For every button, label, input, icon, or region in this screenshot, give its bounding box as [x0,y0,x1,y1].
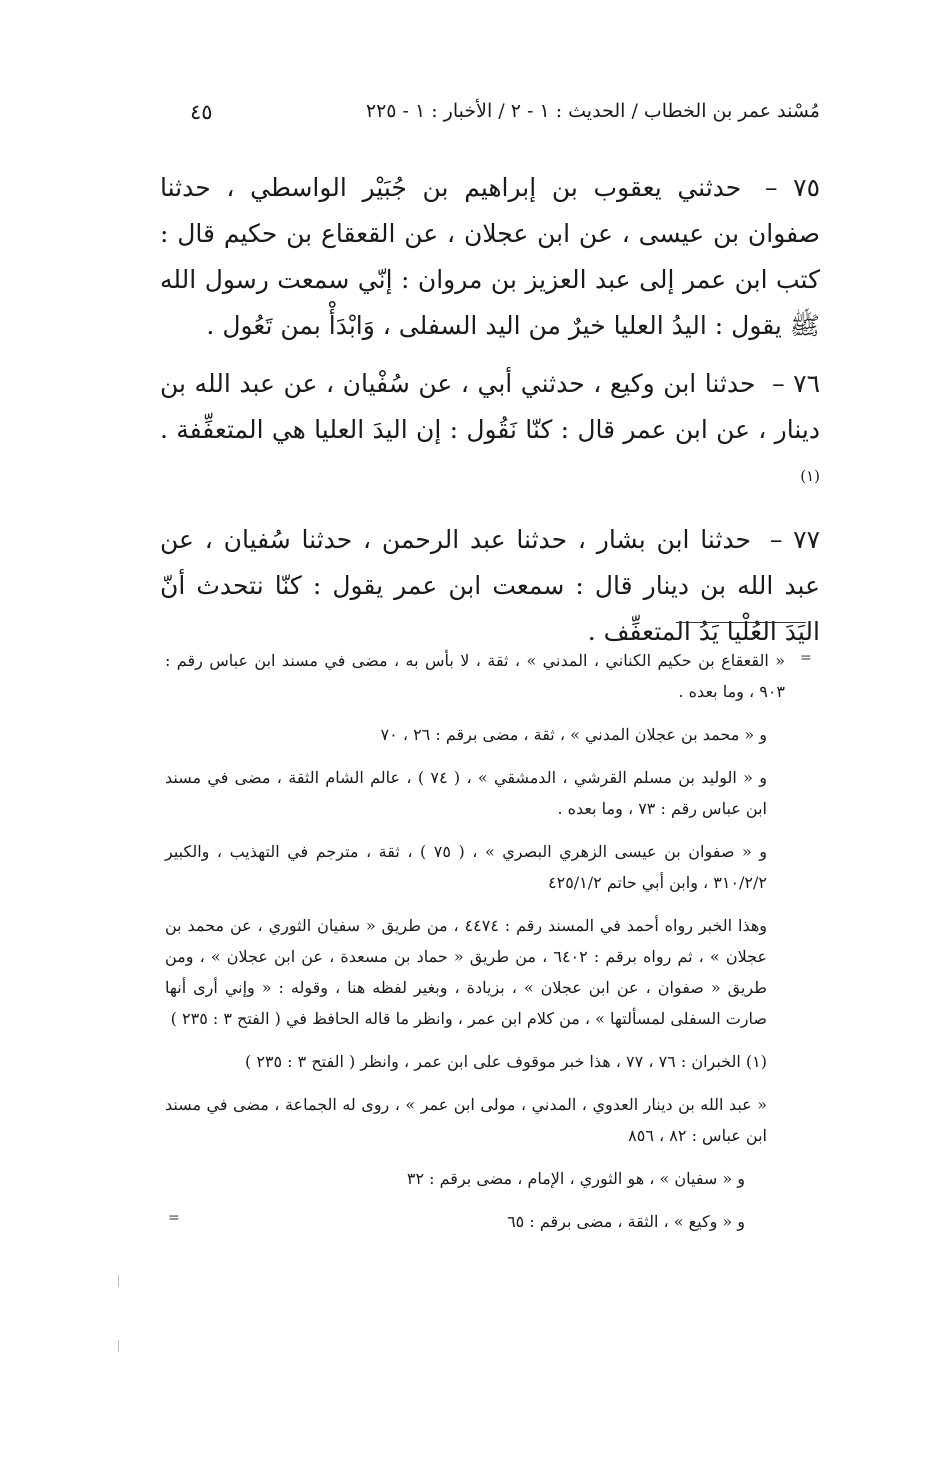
hadith-number: ٧٧ – [769,525,820,555]
page-header [190,100,820,134]
note-9: و « وكيع » ، الثقة ، مضى برقم : ٦٥ [507,1212,745,1231]
note-2: و « محمد بن عجلان المدني » ، ثقة ، مضى برقم : ٢٦ ، ٧٠ [380,725,767,744]
hadith-text: حدثنا ابن وكيع ، حدثني أبي ، عن سُفْيان ، عن عبد الله بن دينار ، عن ابن عمر قال : كنّا نَقُول : إن اليدَ العليا هي المتعفِّفة . [160,369,820,444]
hadith-75 [160,165,820,349]
hadith-76 [160,361,820,505]
footnote-divider [676,622,806,623]
margin-mark: = [168,1210,180,1226]
hadith-text: حدثني يعقوب بن إبراهيم بن جُبَيْر الواسطي ، حدثنا صفوان بن عيسى ، عن ابن عجلان ، عن القعقاع بن حكيم قال : كتب ابن عمر إلى عبد العزيز بن مروان : إنّي سمعت رسول الله ﷺ يقول : اليدُ العليا خيرٌ من اليد السفلى ، وَابْدَأْ بمن تَعُول . [160,173,820,340]
continuation-mark: = [800,650,812,666]
note-4: و « صفوان بن عيسى الزهري البصري » ، ( ٧٥ ) ، ثقة ، مترجم في التهذيب ، والكبير ٣١٠/٢/٢ ، وابن أبي حاتم ٤٢٥/١/٢ [165,842,767,892]
footnote-ref: (١) [800,467,820,485]
note-1: « القعقاع بن حكيم الكناني ، المدني » ، ثقة ، لا بأس به ، مضى في مسند ابن عباس رقم : ٩٠٣ ، وما بعده . [165,651,785,701]
note-6: (١) الخبران : ٧٦ ، ٧٧ ، هذا خبر موقوف على ابن عمر ، وانظر ( الفتح ٣ : ٢٣٥ ) [244,1052,767,1071]
scan-artifact [118,1275,119,1287]
note-3: و « الوليد بن مسلم القرشي ، الدمشقي » ، ( ٧٤ ) ، عالم الشام الثقة ، مضى في مسند ابن عباس رقم : ٧٣ ، وما بعده . [165,768,768,818]
scan-artifact [118,1340,119,1352]
hadith-number: ٧٦ – [772,369,821,398]
note-5: وهذا الخبر رواه أحمد في المسند رقم : ٤٤٧٤ ، من طريق « سفيان الثوري ، عن محمد بن عجلان » ، ثم رواه برقم : ٦٤٠٢ ، من طريق « حماد بن مسعدة ، عن ابن عجلان » ، ومن طريق « صفوان ، عن ابن عجلان » ، بزيادة ، وبغير لفظه هنا ، وقوله : « وإني أرى أنها صارت السفلى لمسألتها » ، من كلام ابن عمر ، وانظر ما قاله الحافظ في ( الفتح ٣ : ٢٣٥ ) [165,916,768,1028]
note-7: « عبد الله بن دينار العدوي ، المدني ، مولى ابن عمر » ، روى له الجماعة ، مضى في مسند ابن عباس : ٨٢ ، ٨٥٦ [165,1095,768,1145]
running-head: مُسْند عمر بن الخطاب / الحديث : ١ - ٢ / الأخبار : ١ - ٢٢٥ [365,100,820,122]
footnotes [165,645,815,1249]
page-number: ٤٥ [190,100,213,124]
hadith-number: ٧٥ – [764,173,820,202]
hadith-77 [160,517,820,655]
note-8: و « سفيان » ، هو الثوري ، الإمام ، مضى برقم : ٣٢ [406,1169,745,1188]
hadith-text: حدثنا ابن بشار ، حدثنا عبد الرحمن ، حدثنا سُفيان ، عن عبد الله بن دينار قال : سمعت ابن عمر يقول : كنّا نتحدث أنّ اليَدَ العُلْيا يَدُ المتعفِّف . [160,525,820,647]
main-text [160,165,820,667]
